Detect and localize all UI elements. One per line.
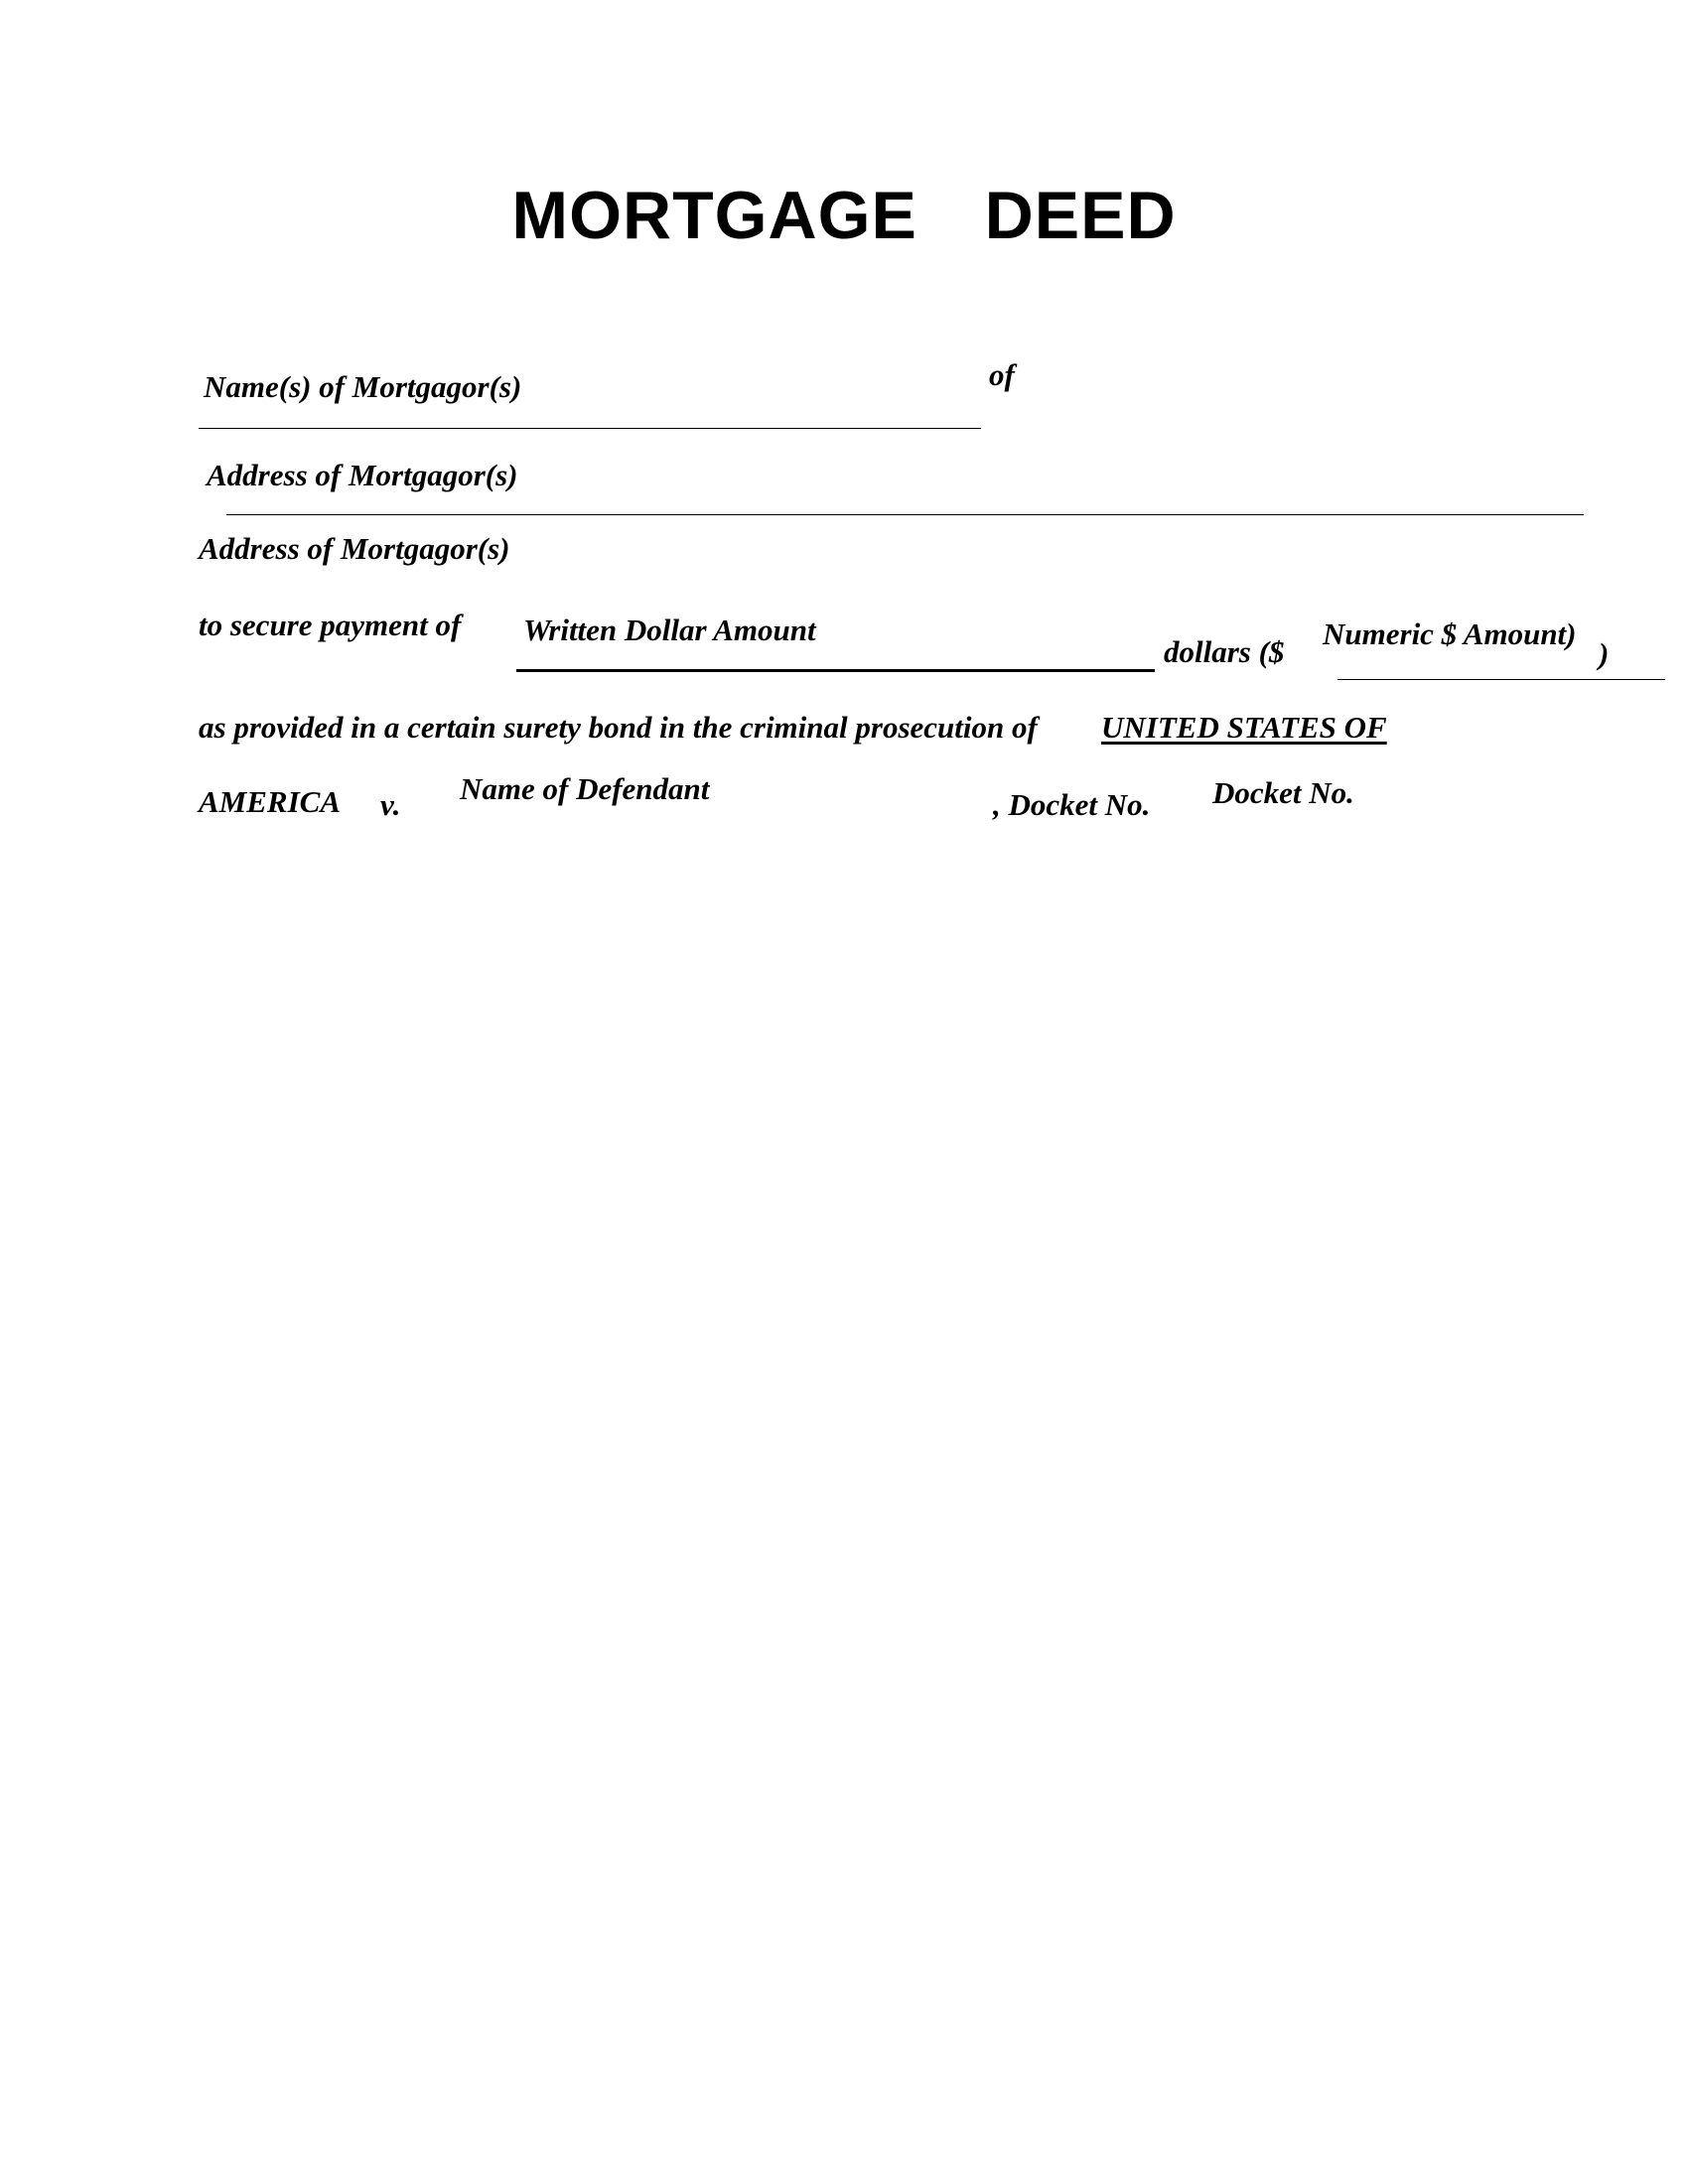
written-amount-underline: [516, 669, 1155, 672]
mortgagor-name-field[interactable]: Name(s) of Mortgagor(s): [204, 369, 522, 404]
surety-bond-text: as provided in a certain surety bond in the criminal prosecution of: [199, 710, 1038, 745]
written-amount-field[interactable]: Written Dollar Amount: [523, 613, 816, 647]
mortgagor-address-field-2[interactable]: Address of Mortgagor(s): [199, 531, 510, 566]
plaintiff-name-part1: UNITED STATES OF: [1101, 710, 1387, 745]
document-title: MORTGAGE DEED: [511, 178, 1177, 253]
numeric-amount-field[interactable]: Numeric $ Amount): [1323, 616, 1577, 651]
plaintiff-name-part2: AMERICA: [199, 784, 342, 819]
docket-number-field[interactable]: Docket No.: [1212, 775, 1354, 810]
mortgagor-address-field-1[interactable]: Address of Mortgagor(s): [207, 458, 518, 492]
dollars-label: dollars ($: [1164, 634, 1285, 669]
closing-paren: ): [1599, 636, 1610, 671]
mortgagor-address-underline-1: [226, 514, 1584, 515]
docket-label: , Docket No.: [993, 787, 1151, 822]
secure-payment-label: to secure payment of: [199, 608, 462, 642]
versus-label: v.: [380, 787, 401, 822]
numeric-amount-underline: [1337, 679, 1665, 680]
mortgagor-name-underline: [199, 428, 981, 429]
of-label: of: [989, 357, 1015, 392]
defendant-name-field[interactable]: Name of Defendant: [460, 771, 710, 806]
